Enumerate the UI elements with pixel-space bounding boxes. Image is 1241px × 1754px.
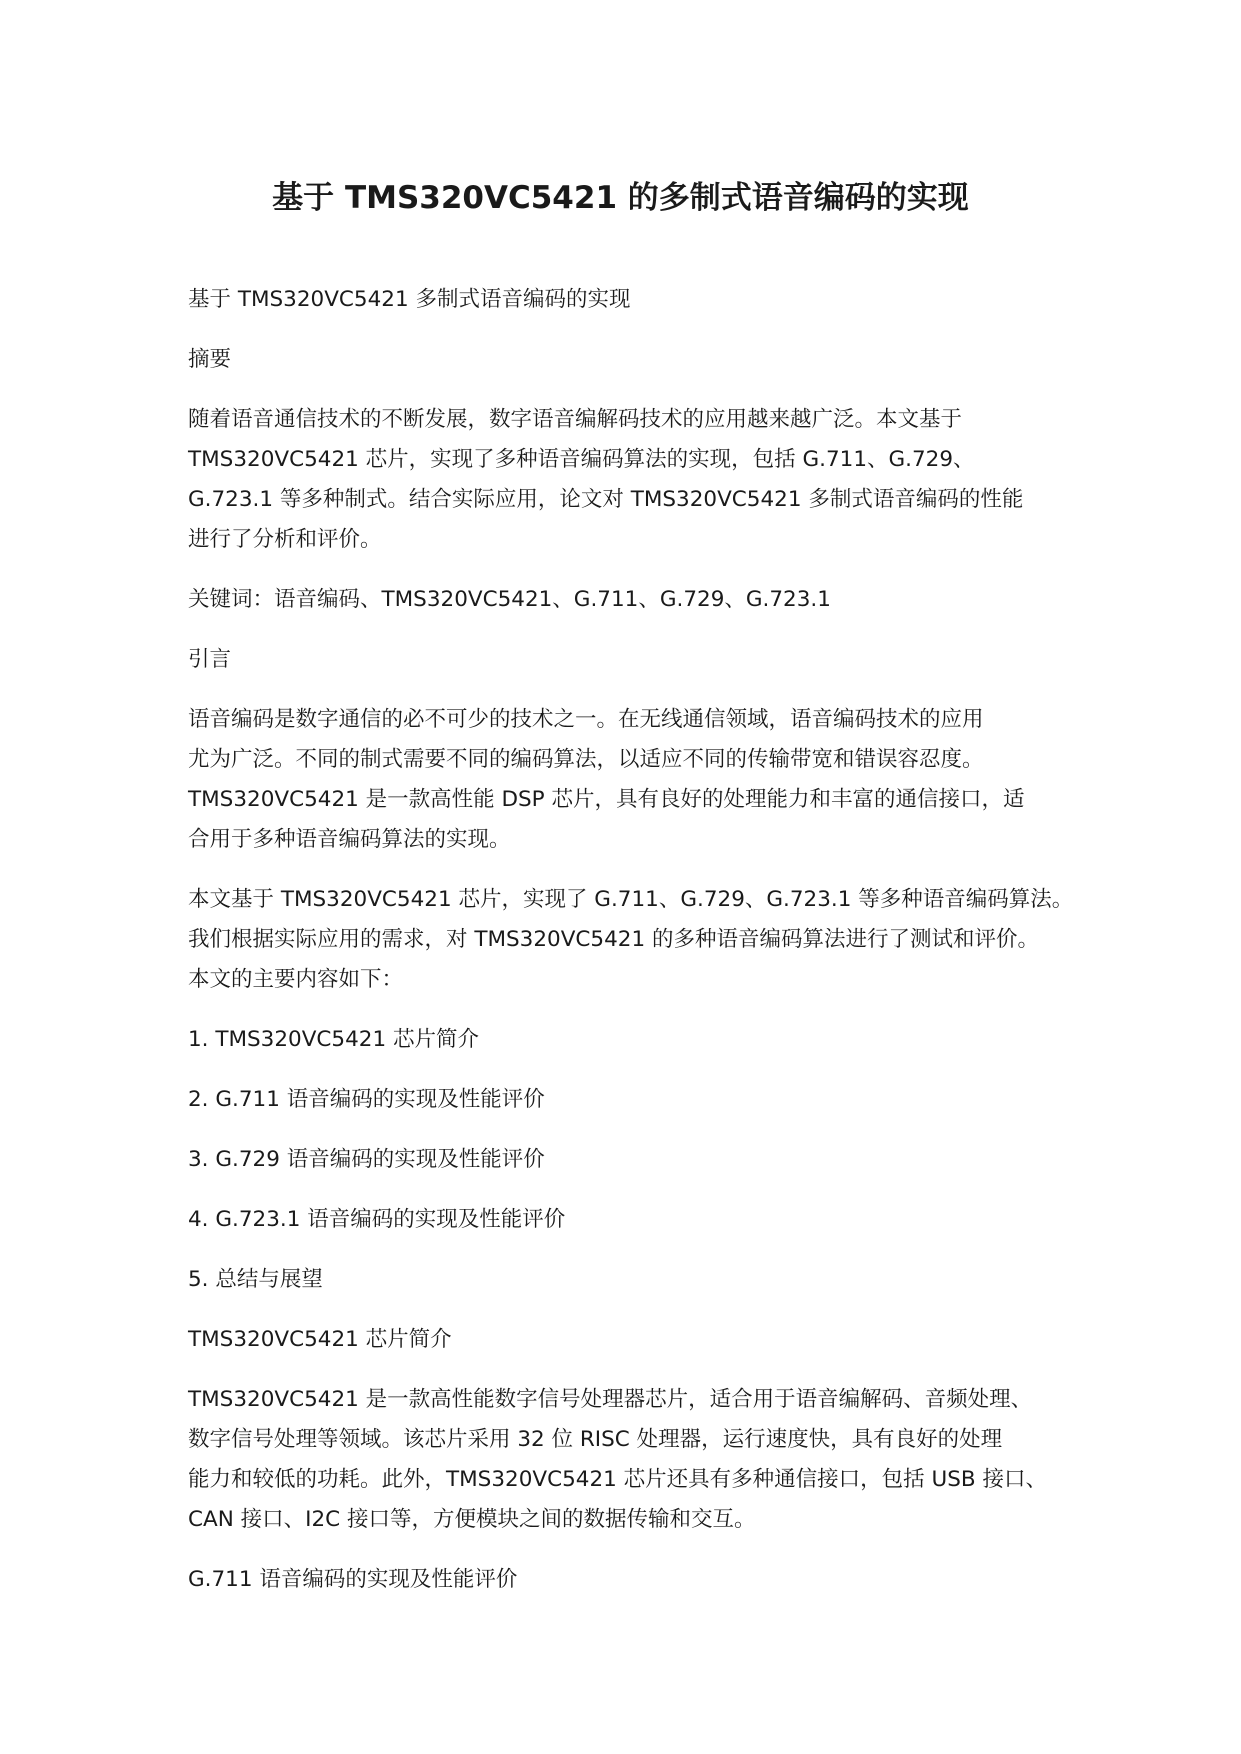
scope-paragraph xyxy=(188,880,1098,1000)
scope-line: 我们根据实际应用的需求，对 TMS320VC5421 的多种语音编码算法进行了测试和评价。 xyxy=(188,927,1039,952)
intro-line: 合用于多种语音编码算法的实现。 xyxy=(188,827,511,852)
toc-item: 5. 总结与展望 xyxy=(188,1267,323,1292)
abstract-line: 进行了分析和评价。 xyxy=(188,527,382,552)
abstract-line: TMS320VC5421 芯片，实现了多种语音编码算法的实现，包括 G.711、G.729、 xyxy=(188,447,975,472)
chip-line: TMS320VC5421 是一款高性能数字信号处理器芯片，适合用于语音编解码、音频处理、 xyxy=(188,1387,1033,1412)
toc-item: 2. G.711 语音编码的实现及性能评价 xyxy=(188,1087,545,1112)
abstract-paragraph xyxy=(188,400,1098,560)
scope-line: 本文基于 TMS320VC5421 芯片，实现了 G.711、G.729、G.723.1 等多种语音编码算法。 xyxy=(188,887,1074,912)
chip-line: 数字信号处理等领域。该芯片采用 32 位 RISC 处理器，运行速度快，具有良好的处理 xyxy=(188,1427,1003,1452)
intro-line: 尤为广泛。不同的制式需要不同的编码算法，以适应不同的传输带宽和错误容忍度。 xyxy=(188,747,984,772)
document-body xyxy=(188,280,1098,1620)
intro-line: TMS320VC5421 是一款高性能 DSP 芯片，具有良好的处理能力和丰富的通信接口，适 xyxy=(188,787,1025,812)
keywords: 关键词：语音编码、TMS320VC5421、G.711、G.729、G.723.1 xyxy=(188,587,831,612)
scope-line: 本文的主要内容如下： xyxy=(188,967,404,992)
intro-heading: 引言 xyxy=(188,647,232,672)
chip-line: 能力和较低的功耗。此外，TMS320VC5421 芯片还具有多种通信接口，包括 USB 接口、 xyxy=(188,1467,1047,1492)
toc-item: 4. G.723.1 语音编码的实现及性能评价 xyxy=(188,1207,566,1232)
toc-item: 1. TMS320VC5421 芯片简介 xyxy=(188,1027,479,1052)
chip-line: CAN 接口、I2C 接口等，方便模块之间的数据传输和交互。 xyxy=(188,1507,756,1532)
abstract-line: 随着语音通信技术的不断发展，数字语音编解码技术的应用越来越广泛。本文基于 xyxy=(188,407,963,432)
g711-heading: G.711 语音编码的实现及性能评价 xyxy=(188,1567,518,1592)
chip-paragraph xyxy=(188,1380,1098,1540)
document-title: 基于 TMS320VC5421 的多制式语音编码的实现 xyxy=(272,180,969,216)
intro-paragraph xyxy=(188,700,1098,860)
abstract-heading: 摘要 xyxy=(188,347,232,372)
intro-line: 语音编码是数字通信的必不可少的技术之一。在无线通信领域，语音编码技术的应用 xyxy=(188,707,984,732)
toc-item: 3. G.729 语音编码的实现及性能评价 xyxy=(188,1147,545,1172)
subtitle: 基于 TMS320VC5421 多制式语音编码的实现 xyxy=(188,287,631,312)
abstract-line: G.723.1 等多种制式。结合实际应用，论文对 TMS320VC5421 多制式语音编码的性能 xyxy=(188,487,1024,512)
chip-heading: TMS320VC5421 芯片简介 xyxy=(188,1327,452,1352)
